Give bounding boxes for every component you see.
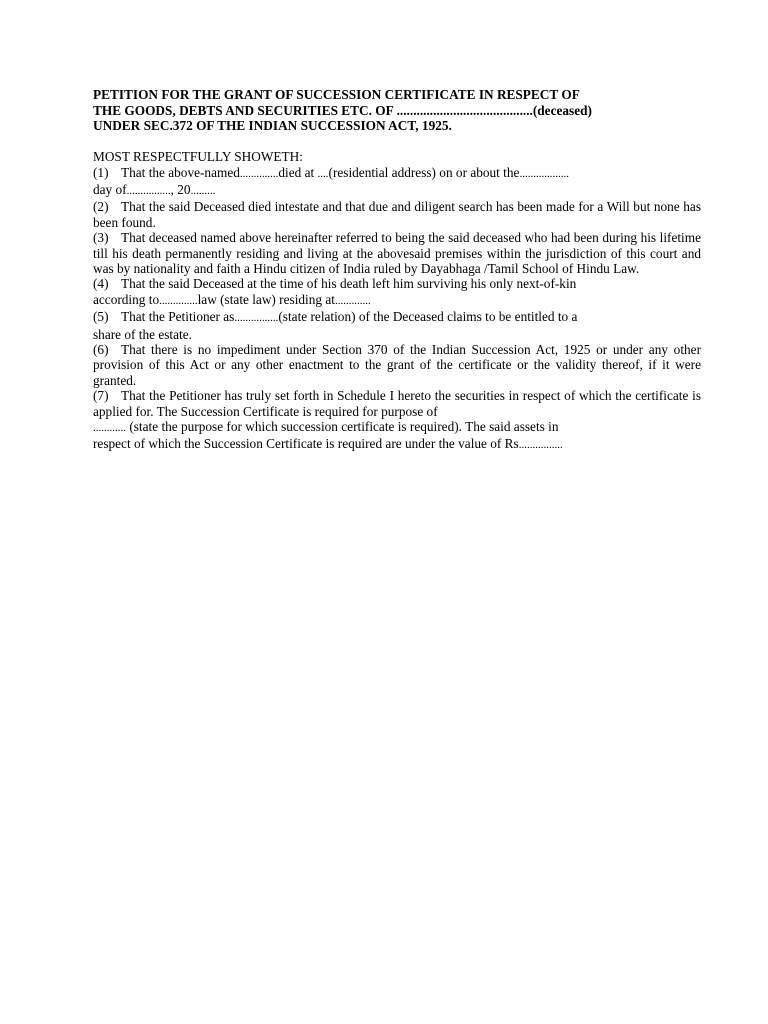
year-blank: ......... xyxy=(190,184,216,197)
paragraph-7-text-3b: (state the purpose for which succession certificate is required). The said assets in xyxy=(126,419,559,434)
paragraph-4 xyxy=(93,276,701,309)
date-blank: .................. xyxy=(519,167,569,180)
showeth-heading: MOST RESPECTFULLY SHOWETH: xyxy=(93,149,303,164)
paragraph-6-number: (6) xyxy=(93,341,109,357)
paragraph-7 xyxy=(93,388,701,454)
paragraph-5-text-c: (state relation) of the Deceased claims to be entitled to a xyxy=(278,309,578,325)
paragraph-7-number: (7) xyxy=(93,388,109,404)
document-page xyxy=(93,87,701,454)
paragraph-5-number: (5) xyxy=(93,309,109,325)
paragraph-7-text-4a: respect of which the Succession Certificate is required are under the value of Rs xyxy=(93,436,519,452)
paragraph-1-text-e: (residential address) on or about the xyxy=(328,164,520,180)
paragraph-3 xyxy=(93,230,701,276)
paragraph-1-line-2 xyxy=(93,182,701,199)
paragraph-4-line-2 xyxy=(93,292,701,309)
paragraph-7-text: That the Petitioner has truly set forth in Schedule I hereto the securities in respect of which the certificate is applied for. The Succession Certificate is required for purpose of xyxy=(93,388,701,419)
title-line-3: UNDER SEC.372 OF THE INDIAN SUCCESSION ACT, 1925. xyxy=(93,118,452,133)
paragraph-6 xyxy=(93,342,701,388)
paragraph-4-number: (4) xyxy=(93,276,109,292)
paragraph-2-number: (2) xyxy=(93,199,109,215)
paragraph-1-number: (1) xyxy=(93,164,109,180)
paragraph-4-text-2a: according to xyxy=(93,291,160,307)
relation-blank: ................ xyxy=(234,312,279,325)
paragraph-1-text-a: That the above-named xyxy=(121,164,240,180)
paragraph-4-text-2c: law (state law) residing at xyxy=(197,291,335,307)
residence-blank: ............. xyxy=(334,294,371,307)
title-line-2: THE GOODS, DEBTS AND SECURITIES ETC. OF .........................................(deceased) xyxy=(93,102,592,118)
purpose-blank: ............ xyxy=(93,422,126,434)
paragraph-1-day-of: day of xyxy=(93,181,127,197)
title-line-1: PETITION FOR THE GRANT OF SUCCESSION CERTIFICATE IN RESPECT OF xyxy=(93,87,580,102)
paragraph-6-text: That there is no impediment under Section 370 of the Indian Succession Act, 1925 or under any other provision of this Act or any other enactment to the grant of the certificate or the validity thereof, if it were granted. xyxy=(93,341,701,388)
paragraph-5 xyxy=(93,309,701,342)
paragraph-7-body xyxy=(93,388,701,419)
paragraph-2-text: That the said Deceased died intestate and that due and diligent search has been made for a Will but none has been found. xyxy=(93,199,701,230)
address-blank: .... xyxy=(317,167,329,180)
value-blank: ................ xyxy=(518,439,563,452)
paragraph-1-year-prefix: , 20 xyxy=(170,181,191,197)
paragraph-1 xyxy=(93,165,701,200)
deceased-name-blank: .............. xyxy=(239,167,279,180)
paragraph-1-line-1 xyxy=(93,165,701,182)
paragraph-5-text-a: That the Petitioner as xyxy=(121,309,235,325)
paragraph-4-line-1 xyxy=(93,276,701,291)
month-blank: ................ xyxy=(126,184,171,197)
paragraph-1-text-c: died at xyxy=(278,164,318,180)
paragraph-3-text: That deceased named above hereinafter referred to being the said deceased who had been during his lifetime till his death permanently residing and living at the abovesaid premises within the jurisdiction of this court and was by nationality and faith a Hindu citizen of India ruled by Dayabhaga /Tamil School of Hindu Law. xyxy=(93,230,701,276)
state-law-blank: .............. xyxy=(159,294,198,307)
paragraph-3-number: (3) xyxy=(93,230,109,246)
paragraph-4-text-1: That the said Deceased at the time of his death left him surviving his only next-of-kin xyxy=(121,276,577,292)
petition-title xyxy=(93,87,701,134)
paragraph-2 xyxy=(93,199,701,230)
paragraph-7-line-3 xyxy=(93,419,701,436)
paragraph-7-line-4 xyxy=(93,436,701,453)
paragraph-5-line-2: share of the estate. xyxy=(93,326,192,342)
paragraph-5-line-1 xyxy=(93,309,701,326)
